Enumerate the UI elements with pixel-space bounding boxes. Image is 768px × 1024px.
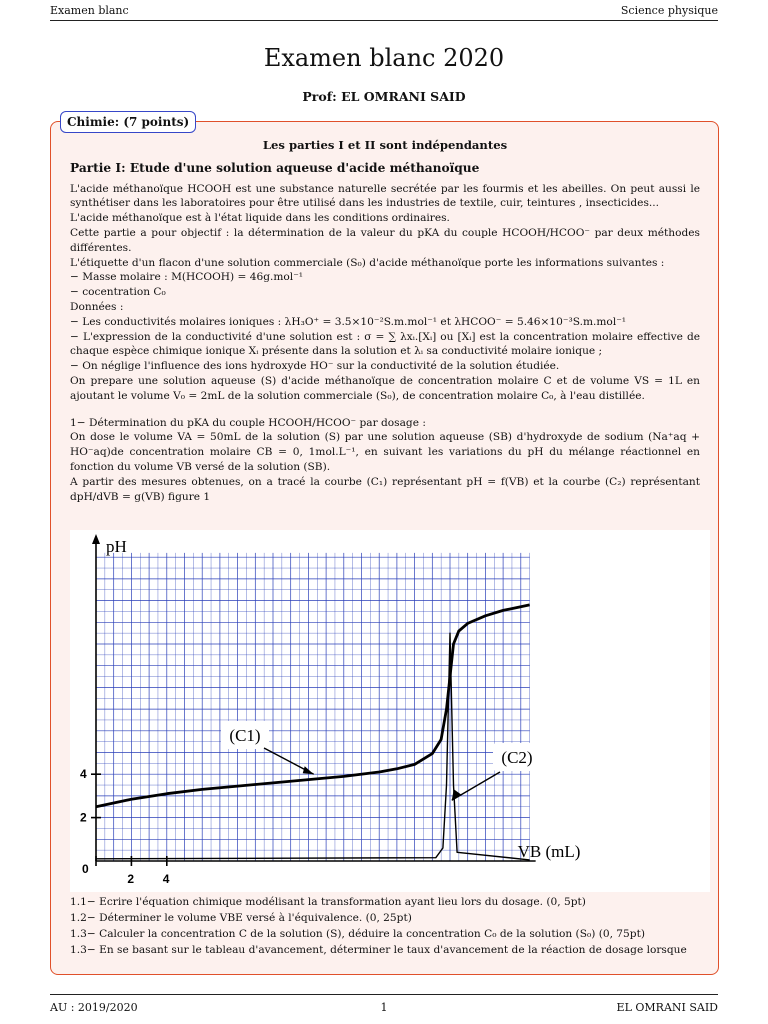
x-axis-label: VB (mL) (517, 842, 581, 861)
x-tick-label: 0 (82, 862, 89, 876)
header-left: Examen blanc (50, 4, 129, 17)
partie1-title: Partie I: Etude d'une solution aqueuse d'acide méthanoïque (70, 160, 480, 175)
y-tick-label: 2 (80, 810, 87, 825)
paragraph: − On néglige l'influence des ions hydroxyde HO⁻ sur la conductivité de la solution étudiée. (70, 360, 560, 373)
page-header (50, 4, 718, 20)
question: 1.1− Ecrire l'équation chimique modélisant la transformation ayant lieu lors du dosage. (0, 5pt) (70, 896, 586, 908)
question: 1.3− En se basant sur le tableau d'avancement, déterminer le taux d'avancement de la réaction de dosage lorsque (70, 944, 687, 956)
paragraph: On prepare une solution aqueuse (S) d'acide méthanoïque de concentration molaire C et de volume VS = 1L en ajoutant le volume V₀ = 2mL de la solution commerciale (S₀), de concentration molaire C₀, à l'eau distillée. (70, 374, 700, 402)
header-right: Science physique (620, 4, 718, 17)
question: 1.3− Calculer la concentration C de la solution (S), déduire la concentration C₀ de la solution (S₀) (0, 75pt) (70, 928, 645, 940)
header-rule (50, 20, 718, 21)
paragraph: − cocentration C₀ (70, 286, 166, 299)
footer-rule (50, 994, 718, 995)
independent-note: Les parties I et II sont indépendantes (262, 138, 508, 152)
paragraph: L'acide méthanoïque HCOOH est une substance naturelle secrétée par les fourmis et les abeilles. On peut aussi le synthétiser dans les laboratoires pour être utilisé dans les industries de textile, cuir, teintures , insecticides... (70, 182, 700, 210)
paragraph: A partir des mesures obtenues, on a tracé la courbe (C₁) représentant pH = f(VB) et la courbe (C₂) représentant dpH/dVB = g(VB) figure 1 (70, 475, 700, 503)
paragraph: − Masse molaire : M(HCOOH) = 46g.mol⁻¹ (70, 271, 304, 284)
annotation-c1: (C1) (229, 726, 261, 745)
footer-page-number: 1 (380, 1001, 388, 1014)
x-tick-label: 4 (162, 872, 170, 886)
paragraph: L'étiquette d'un flacon d'une solution commerciale (S₀) d'acide méthanoïque porte les informations suivantes : (70, 256, 665, 269)
paragraph: − L'expression de la conductivité d'une solution est : σ = ∑ λxᵢ.[Xᵢ] ou [Xᵢ] est la concentration molaire effective de chaque espèce chimique ionique Xᵢ présente dans la solution et λᵢ sa conductivité molaire ionique ; (70, 330, 700, 358)
y-tick-label: 4 (80, 767, 87, 782)
paragraph: Données : (70, 300, 124, 313)
section-content (70, 138, 700, 504)
paragraph: − Les conductivités molaires ioniques : λH₃O⁺ = 3.5×10⁻²S.m.mol⁻¹ et λHCOO⁻ = 5.46×10⁻³S.m.mol⁻¹ (70, 315, 627, 328)
chart-background (70, 530, 710, 892)
prof-line: Prof: EL OMRANI SAID (302, 89, 466, 104)
x-tick-label: 2 (127, 872, 135, 886)
section-badge: Chimie: (7 points) (60, 111, 196, 133)
page-title: Examen blanc 2020 (263, 44, 505, 72)
annotation-c2: (C2) (501, 748, 533, 767)
y-axis-label: pH (106, 537, 127, 556)
footer-left: AU : 2019/2020 (50, 1001, 138, 1014)
paragraph: 1− Détermination du pKA du couple HCOOH/HCOO⁻ par dosage : (70, 416, 426, 429)
paragraph: On dose le volume VA = 50mL de la solution (S) par une solution aqueuse (SB) d'hydroxyde de sodium (Na⁺aq + HO⁻aq)de concentration molaire CB = 0, 1mol.L⁻¹, en suivant les variations du pH du mélange réactionnel en fonction du volume VB versé de la solution (SB). (70, 431, 700, 473)
titration-chart (70, 530, 710, 892)
paragraph: Cette partie a pour objectif : la détermination de la valeur du pKA du couple HCOOH/HCOO⁻ par deux méthodes différentes. (70, 226, 700, 254)
footer-right: EL OMRANI SAID (616, 1001, 718, 1014)
paragraph: L'acide méthanoïque est à l'état liquide dans les conditions ordinaires. (70, 212, 450, 225)
question: 1.2− Déterminer le volume VBE versé à l'équivalence. (0, 25pt) (70, 912, 412, 924)
questions-list (70, 894, 700, 958)
